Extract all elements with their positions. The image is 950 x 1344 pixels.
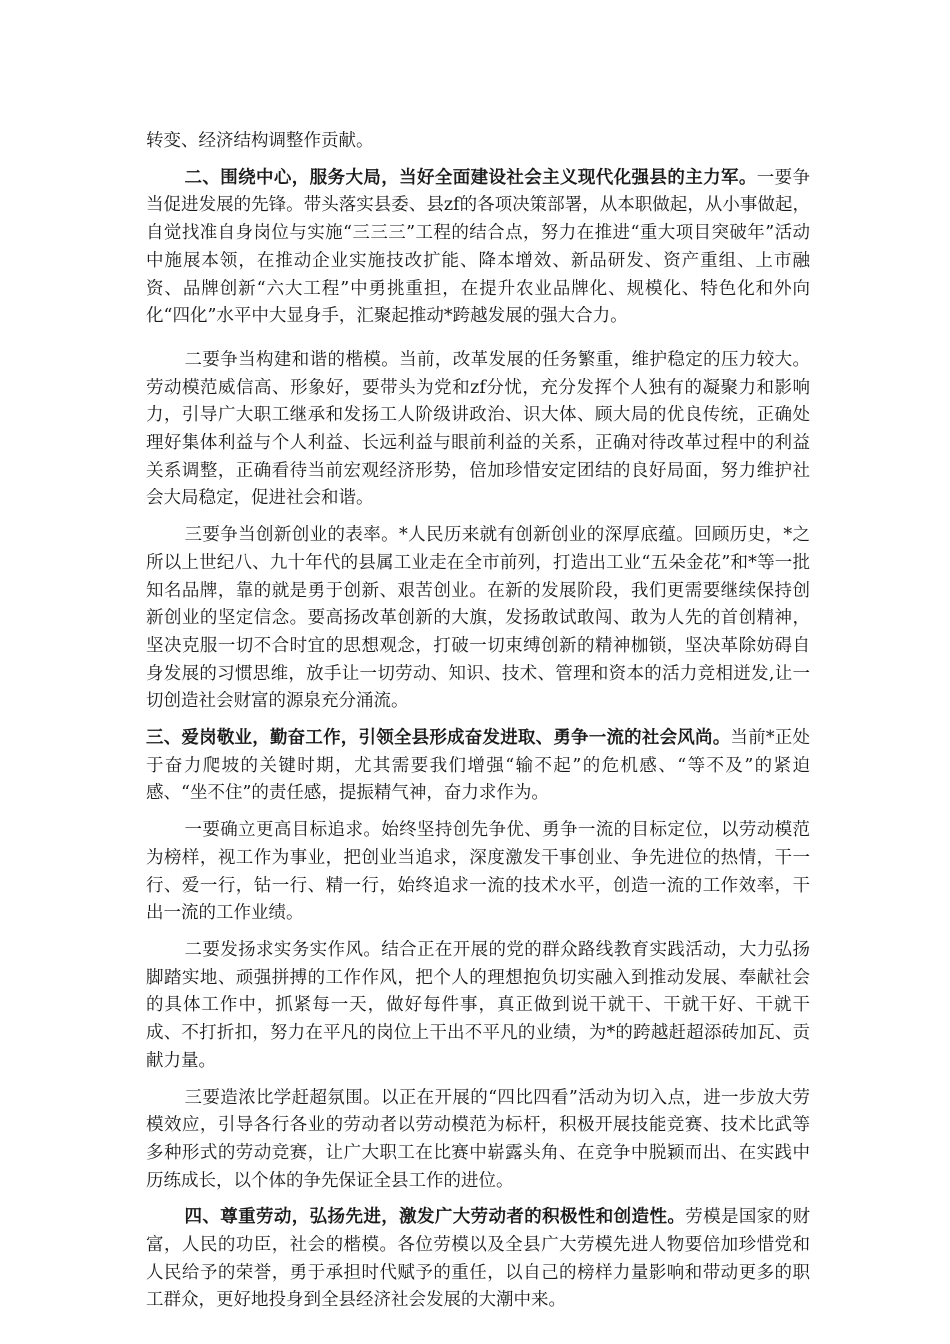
paragraph-harmony — [146, 347, 810, 513]
section-heading-two: 二、围绕中心，服务大局，当好全面建设社会主义现代化强县的主力军。 — [184, 167, 757, 188]
paragraph-text: 劳模是国家的财富，人民的功臣，社会的楷模。各位劳模以及全县广大劳模先进人物要倍加珍惜党和人民给予的荣誉，勇于承担时代赋予的重任，以自己的榜样力量影响和带动更多的职工群众，更好地投身到全县经济社会发展的大潮中来。 — [146, 1207, 811, 1311]
paragraph-text: 三要争当创新创业的表率。*人民历来就有创新创业的深厚底蕴。回顾历史，*之所以上世纪八、九十年代的县属工业走在全市前列，打造出工业“五朵金花”和*等一批知名品牌，靠的就是勇于创新、艰苦创业。在新的发展阶段，我们更需要继续保持创新创业的坚定信念。要高扬改革创新的大旗，发扬敢试敢闯、敢为人先的首创精神，坚决克服一切不合时宜的思想观念，打破一切束缚创新的精神枷锁，坚决革除妨碍自身发展的习惯思维，放手让一切劳动、知识、技术、管理和资本的活力竞相迸发,让一切创造社会财富的源泉充分涌流。 — [146, 525, 810, 712]
section-heading-four: 四、尊重劳动，弘扬先进，激发广大劳动者的积极性和创造性。 — [184, 1207, 686, 1228]
paragraph-text: 二要争当构建和谐的楷模。当前，改革发展的任务繁重，维护稳定的压力较大。劳动模范威信高、形象好，要带头为党和zf分忧，充分发挥个人独有的凝聚力和影响力，引导广大职工继承和发扬工人阶级讲政治、识大体、顾大局的优良传统，正确处理好集体利益与个人利益、长远利益与眼前利益的关系，正确对待改革过程中的利益关系调整，正确看待当前宏观经济形势，倍加珍惜安定团结的良好局面，努力维护社会大局稳定，促进社会和谐。 — [146, 349, 810, 509]
paragraph-competition — [146, 1085, 810, 1196]
section-two-paragraph — [146, 165, 810, 331]
paragraph-style — [146, 937, 810, 1076]
document-body — [146, 128, 810, 1315]
paragraph-text: 一要争当促进发展的先锋。带头落实县委、县zf的各项决策部署，从本职做起，从小事做起，自觉找准自身岗位与实施“三三三”工程的结合点，努力在推进“重大项目突破年”活动中施展本领，在推动企业实施技改扩能、降本增效、新品研发、资产重组、上市融资、品牌创新“六大工程”中勇挑重担，在提升农业品牌化、规模化、特色化和外向化“四化”水平中大显身手，汇聚起推动*跨越发展的强大合力。 — [146, 167, 810, 327]
paragraph-continuation — [146, 128, 810, 156]
section-four-paragraph — [146, 1204, 810, 1315]
paragraph-innovation — [146, 522, 810, 716]
paragraph-text: 三要造浓比学赶超氛围。以正在开展的“四比四看”活动为切入点，进一步放大劳模效应，引导各行各业的劳动者以劳动模范为标杆，积极开展技能竞赛、技术比武等多种形式的劳动竞赛，让广大职工在比赛中崭露头角、在竞争中脱颖而出、在实践中历练成长，以个体的争先保证全县工作的进位。 — [146, 1087, 810, 1191]
paragraph-goals — [146, 817, 810, 928]
paragraph-text: 一要确立更高目标追求。始终坚持创先争优、勇争一流的目标定位，以劳动模范为榜样，视工作为事业，把创业当追求，深度激发干事创业、争先进位的热情，干一行、爱一行，钻一行、精一行，始终追求一流的技术水平，创造一流的工作效率，干出一流的工作业绩。 — [146, 820, 810, 924]
paragraph-text: 二要发扬求实务实作风。结合正在开展的党的群众路线教育实践活动，大力弘扬脚踏实地、顽强拼搏的工作作风，把个人的理想抱负切实融入到推动发展、奉献社会的具体工作中，抓紧每一天，做好每件事，真正做到说干就干、干就干好、干就干成、不打折扣，努力在平凡的岗位上干出不平凡的业绩，为*的跨越赶超添砖加瓦、贡献力量。 — [146, 939, 810, 1071]
section-heading-three: 三、爱岗敬业，勤奋工作，引领全县形成奋发进取、勇争一流的社会风尚。 — [146, 728, 731, 749]
section-three-paragraph — [146, 725, 810, 808]
paragraph-text: 转变、经济结构调整作贡献。 — [146, 131, 374, 151]
paragraph-text: 当前*正处于奋力爬坡的关键时期，尤其需要我们增强“输不起”的危机感、“等不及”的紧迫感、“坐不住”的责任感，提振精气神，奋力求作为。 — [146, 728, 811, 804]
